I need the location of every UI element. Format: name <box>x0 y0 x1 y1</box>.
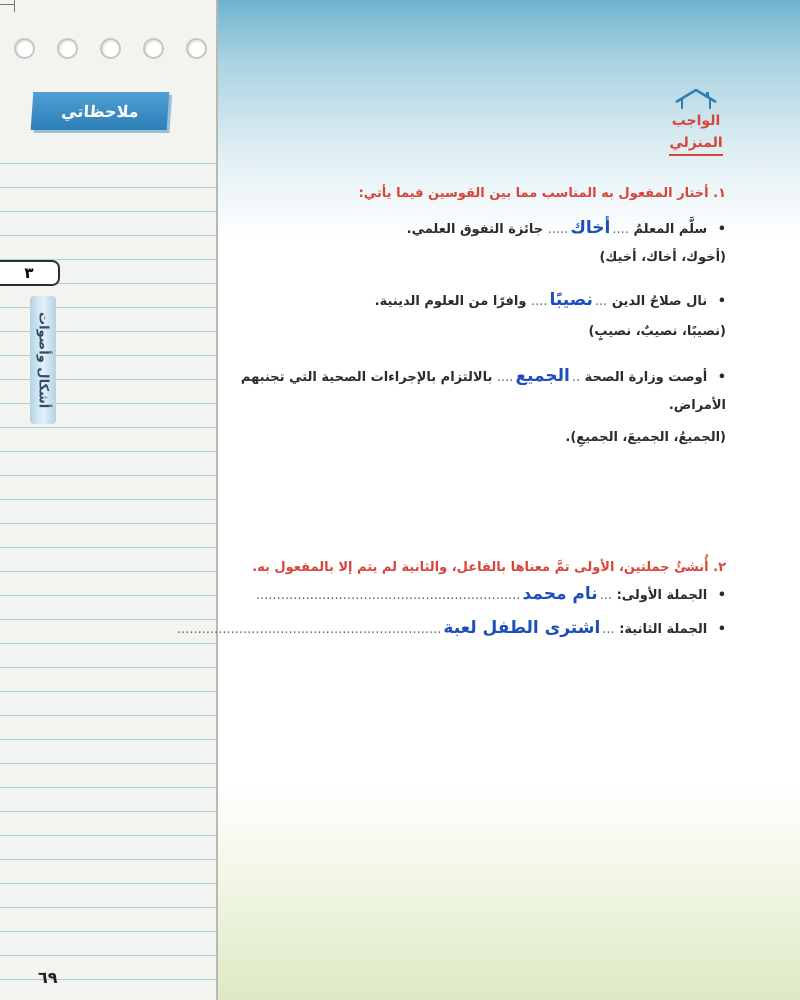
q1-item-1 <box>407 218 726 238</box>
bullet: • <box>717 294 726 309</box>
q1-item-3-continued: الأمراض. <box>668 398 726 413</box>
content-area <box>176 0 800 1000</box>
homework-title-line2: المنزلي <box>669 132 722 156</box>
q2-title: ٢. أُنشئُ جملتين، الأولى تمَّ معناها بالفاعل، والثانية لم يتم إلا بالمفعول به. <box>252 560 726 575</box>
chapter-title-strip <box>30 296 56 424</box>
sentence-label: الجملة الأولى: <box>616 588 708 603</box>
binder-hole <box>100 38 121 59</box>
binder-hole <box>186 38 207 59</box>
blank-dots: ................................................................ <box>256 588 521 603</box>
q1-item-3-options: (الجميعُ، الجميعَ، الجميعِ). <box>565 430 726 445</box>
binder-hole <box>143 38 164 59</box>
sentence-start: سلَّم المعلمُ <box>633 222 708 237</box>
homework-title-line1: الواجب <box>671 113 721 129</box>
sentence-label: الجملة الثانية: <box>619 622 708 637</box>
binder-hole <box>57 38 78 59</box>
chapter-number: ٣ <box>0 260 60 286</box>
bullet: • <box>717 222 726 237</box>
q1-title: ١. أختار المفعول به المناسب مما بين القوسين فيما يأتي: <box>358 186 726 201</box>
sentence-start: نال صلاحُ الدين <box>611 294 708 309</box>
blank-dots: ................................................................ <box>176 622 442 637</box>
blank-dots: ... <box>602 622 615 637</box>
sentence-end: وافرًا من العلوم الدينية. <box>374 294 527 309</box>
homework-header <box>666 88 726 156</box>
notes-tab: ملاحظاتي <box>31 92 170 130</box>
crop-mark <box>14 0 15 12</box>
binder-hole <box>14 38 35 59</box>
handwritten-answer: الجميع <box>515 366 570 386</box>
q1-item-3 <box>241 366 726 386</box>
q2-item-2 <box>177 618 726 638</box>
blank-dots: ... <box>599 588 613 603</box>
blank-dots: .... <box>496 370 514 385</box>
blank-dots: ... <box>594 294 608 309</box>
bullet: • <box>717 622 726 637</box>
notebook-margin <box>0 0 218 1000</box>
q1-item-2-options: (نصيبًا، نصيبٌ، نصيبٍ) <box>588 324 726 339</box>
sentence-start: أوصت وزارة الصحة <box>584 370 708 385</box>
bullet: • <box>717 588 726 603</box>
q1-item-2 <box>375 290 726 310</box>
sentence-end: بالالتزام بالإجراءات الصحية التي تجنبهم <box>240 370 493 385</box>
blank-dots: .... <box>530 294 548 309</box>
blank-dots: ..... <box>547 222 569 237</box>
chapter-title: أشكال وأصوات <box>35 311 51 409</box>
house-icon <box>673 88 719 110</box>
q2-item-1 <box>256 584 726 604</box>
handwritten-answer: اشترى الطفل لعبة <box>443 618 601 638</box>
sentence-end: جائزة التفوق العلمي. <box>406 222 544 237</box>
bullet: • <box>717 370 726 385</box>
crop-mark <box>0 4 14 5</box>
page-number: ٦٩ <box>38 968 58 987</box>
blank-dots: .... <box>612 222 629 237</box>
handwritten-answer: نام محمد <box>522 584 598 604</box>
handwritten-answer: نصيبًا <box>549 290 593 310</box>
q1-item-1-options: (أخوك، أخاك، أخيك) <box>599 250 726 265</box>
handwritten-answer: أخاك <box>570 218 611 238</box>
binder-holes <box>14 38 207 59</box>
blank-dots: .. <box>571 370 581 385</box>
